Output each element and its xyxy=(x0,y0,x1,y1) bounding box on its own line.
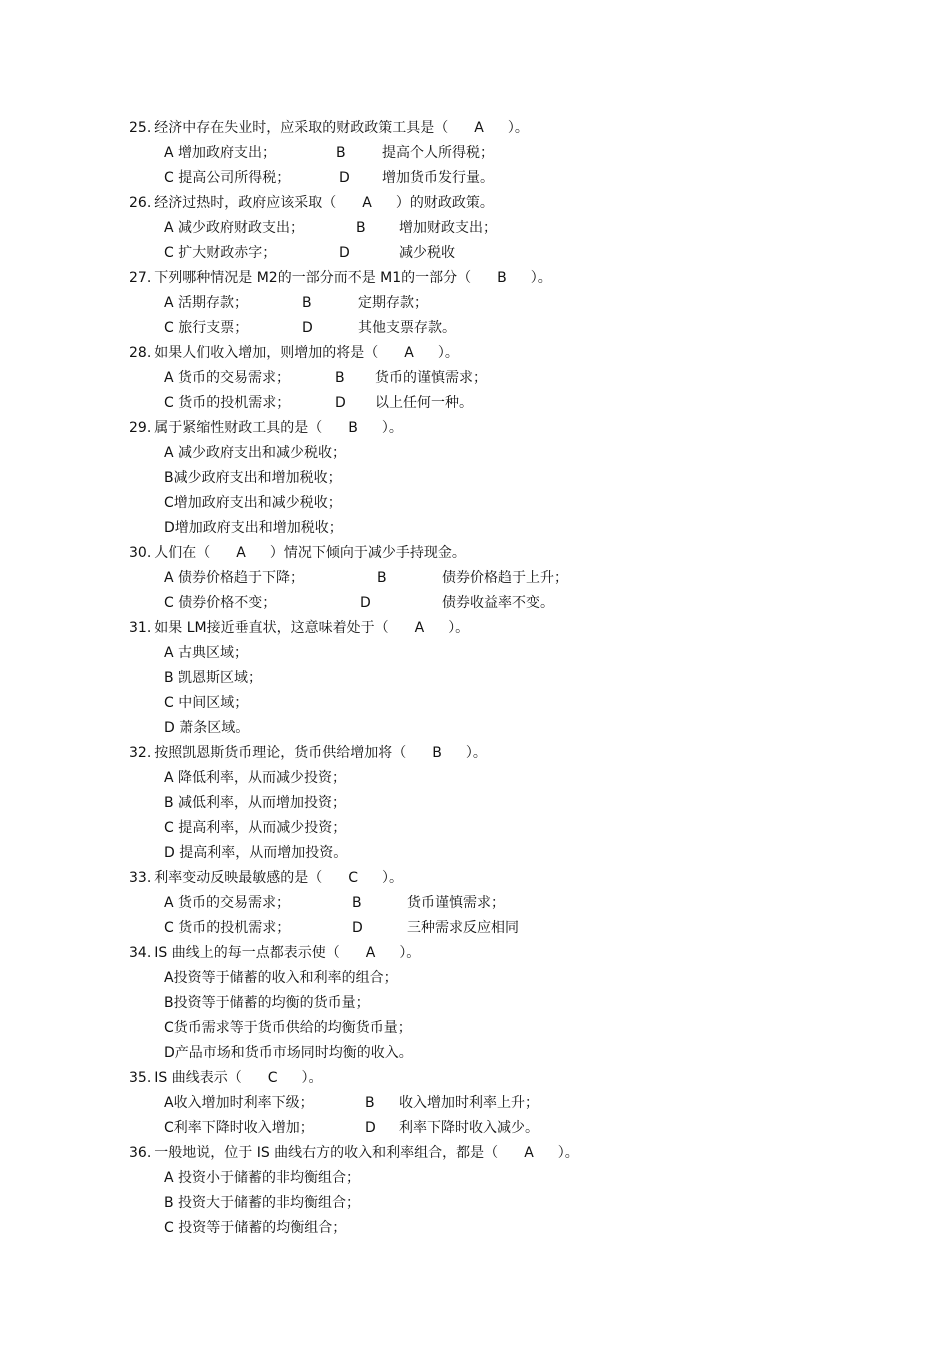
answer-letter: A xyxy=(524,1145,534,1161)
option-letter: B xyxy=(352,895,362,911)
option-text: 增加货币发行量。 xyxy=(382,170,494,186)
question-stem: IS 曲线表示（ xyxy=(154,1070,242,1086)
option-letter: B xyxy=(377,570,387,586)
question-stem-close: ）。 xyxy=(530,270,552,286)
option-text: 增加财政支出； xyxy=(399,220,497,236)
option-letter: D xyxy=(339,245,350,261)
option-letter: D xyxy=(352,920,363,936)
question-stem-close: ）的财政政策。 xyxy=(395,195,494,211)
option-text: 货币的谨慎需求； xyxy=(375,370,487,386)
option-text: C 扩大财政赤字； xyxy=(164,245,277,261)
question-stem: 属于紧缩性财政工具的是（ xyxy=(154,420,323,436)
option-text: 减少税收 xyxy=(399,245,455,261)
option-text: 债券价格趋于上升； xyxy=(442,570,568,586)
question-number: 34. xyxy=(129,945,152,961)
option-text: C增加政府支出和减少税收； xyxy=(164,495,342,511)
question-stem: IS 曲线上的每一点都表示使（ xyxy=(154,945,340,961)
question-stem: 如果 LM接近垂直状，这意味着处于（ xyxy=(154,620,389,636)
question-number: 26. xyxy=(129,195,152,211)
option-letter: D xyxy=(302,320,313,336)
question-stem-close: ）。 xyxy=(507,120,529,136)
option-text: A 活期存款； xyxy=(164,295,249,311)
option-text: A 货币的交易需求； xyxy=(164,370,291,386)
question-stem-close: ）。 xyxy=(399,945,421,961)
option-text: D增加政府支出和增加税收； xyxy=(164,520,343,536)
answer-letter: A xyxy=(414,620,425,636)
question-stem: 如果人们收入增加，则增加的将是（ xyxy=(154,345,379,361)
question-stem-close: ）。 xyxy=(381,420,403,436)
answer-letter: A xyxy=(404,345,414,361)
option-letter: D xyxy=(339,170,350,186)
option-text: A 减少政府支出和减少税收； xyxy=(164,445,347,461)
option-text: B投资等于储蓄的均衡的货币量； xyxy=(164,995,370,1011)
option-text: 债券收益率不变。 xyxy=(442,595,554,611)
option-text: D 萧条区域。 xyxy=(164,720,250,736)
option-text: C 提高公司所得税； xyxy=(164,170,291,186)
question-stem: 按照凯恩斯货币理论，货币供给增加将（ xyxy=(154,745,407,761)
answer-letter: A xyxy=(365,945,376,961)
option-text: B 凯恩斯区域； xyxy=(164,670,263,686)
option-text: D 提高利率，从而增加投资。 xyxy=(164,845,348,861)
option-text: B减少政府支出和增加税收； xyxy=(164,470,342,486)
option-text: A 古典区域； xyxy=(164,645,249,661)
question-number: 36. xyxy=(129,1145,152,1161)
option-text: C 货币的投机需求； xyxy=(164,920,291,936)
question-stem-close: ）。 xyxy=(301,1070,323,1086)
question-number: 30. xyxy=(129,545,152,561)
question-stem-close: ）。 xyxy=(448,620,470,636)
answer-letter: C xyxy=(348,870,359,886)
option-text: A 降低利率，从而减少投资； xyxy=(164,770,347,786)
question-stem-close: ）。 xyxy=(557,1145,579,1161)
option-text: C 投资等于储蓄的均衡组合； xyxy=(164,1220,347,1236)
option-letter: B xyxy=(365,1095,375,1111)
question-number: 33. xyxy=(129,870,152,886)
option-text: 收入增加时利率上升； xyxy=(399,1095,539,1111)
option-text: 提高个人所得税； xyxy=(382,145,494,161)
option-text: C 货币的投机需求； xyxy=(164,395,291,411)
answer-letter: B xyxy=(497,270,507,286)
option-letter: B xyxy=(302,295,312,311)
option-letter: D xyxy=(360,595,371,611)
option-letter: D xyxy=(365,1120,376,1136)
question-stem-close: ）情况下倾向于减少手持现金。 xyxy=(269,545,466,561)
option-text: 定期存款； xyxy=(358,295,428,311)
question-stem: 经济过热时，政府应该采取（ xyxy=(154,195,337,211)
question-number: 25. xyxy=(129,120,152,136)
question-stem-close: ）。 xyxy=(382,870,404,886)
option-text: C货币需求等于货币供给的均衡货币量； xyxy=(164,1020,412,1036)
option-text: 货币谨慎需求； xyxy=(407,895,505,911)
option-text: A 增加政府支出； xyxy=(164,145,277,161)
question-number: 32. xyxy=(129,745,152,761)
option-text: 以上任何一种。 xyxy=(375,395,473,411)
option-text: C利率下降时收入增加； xyxy=(164,1120,314,1136)
option-text: C 旅行支票； xyxy=(164,320,249,336)
answer-letter: A xyxy=(474,120,484,136)
answer-letter: B xyxy=(432,745,442,761)
answer-letter: B xyxy=(348,420,358,436)
option-text: C 债券价格不变； xyxy=(164,595,277,611)
option-text: A投资等于储蓄的收入和利率的组合； xyxy=(164,970,398,986)
question-stem-close: ）。 xyxy=(437,345,459,361)
option-text: 三种需求反应相同 xyxy=(407,920,519,936)
answer-letter: A xyxy=(362,195,372,211)
question-stem-close: ）。 xyxy=(465,745,487,761)
answer-letter: C xyxy=(267,1070,278,1086)
question-number: 28. xyxy=(129,345,152,361)
option-text: A 减少政府财政支出； xyxy=(164,220,305,236)
option-text: C 中间区域； xyxy=(164,695,249,711)
question-number: 27. xyxy=(129,270,152,286)
option-text: D产品市场和货币市场同时均衡的收入。 xyxy=(164,1045,413,1061)
question-stem: 下列哪种情况是 M2的一部分而不是 M1的一部分（ xyxy=(154,270,472,286)
option-letter: B xyxy=(356,220,366,236)
question-stem: 人们在（ xyxy=(154,545,211,561)
answer-letter: A xyxy=(236,545,246,561)
question-number: 31. xyxy=(129,620,152,636)
option-text: B 投资大于储蓄的非均衡组合； xyxy=(164,1195,361,1211)
option-text: B 减低利率，从而增加投资； xyxy=(164,795,347,811)
question-stem: 一般地说，位于 IS 曲线右方的收入和利率组合，都是（ xyxy=(154,1145,499,1161)
option-text: A 投资小于储蓄的非均衡组合； xyxy=(164,1170,361,1186)
option-letter: D xyxy=(335,395,346,411)
question-number: 29. xyxy=(129,420,152,436)
question-number: 35. xyxy=(129,1070,152,1086)
option-text: 利率下降时收入减少。 xyxy=(399,1120,539,1136)
option-text: A收入增加时利率下级； xyxy=(164,1095,314,1111)
option-text: C 提高利率，从而减少投资； xyxy=(164,820,347,836)
option-letter: B xyxy=(335,370,345,386)
question-stem: 利率变动反映最敏感的是（ xyxy=(154,870,323,886)
option-text: A 货币的交易需求； xyxy=(164,895,291,911)
question-stem: 经济中存在失业时，应采取的财政政策工具是（ xyxy=(154,120,449,136)
option-text: A 债券价格趋于下降； xyxy=(164,570,305,586)
option-letter: B xyxy=(336,145,346,161)
option-text: 其他支票存款。 xyxy=(358,320,456,336)
